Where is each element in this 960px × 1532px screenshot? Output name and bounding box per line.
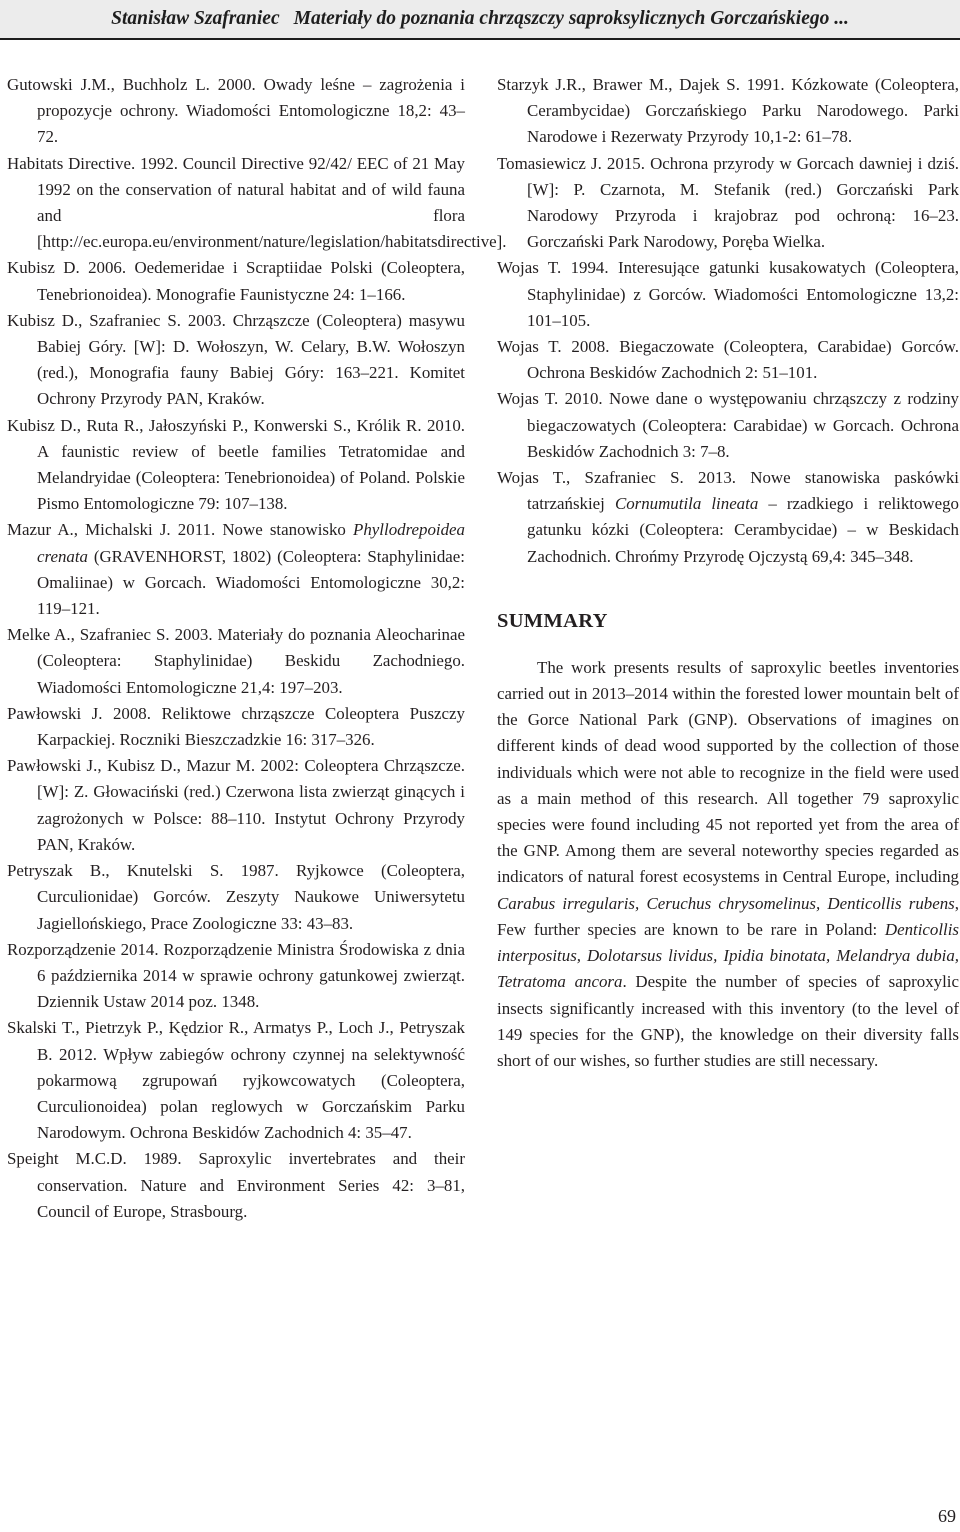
text-run: Skalski T., Pietrzyk P., Kędzior R., Armatys P., Loch J., Petryszak B. 2012. Wpływ zabiegów ochrony czynnej na selektywność pokarmową zgrupowań ryjkowcowatych (Coleoptera, Curculionoidea) polan reglowych w Gorczańskim Parku Narodowym. Ochrona Beskidów Zachodnich 4: 35–47. [7,1018,465,1143]
text-run: Gutowski J.M., Buchholz L. 2000. Owady leśne – zagrożenia i propozycje ochrony. Wiadomości Entomologiczne 18,2: 43–72. [7,75,465,147]
reference-entry [7,622,465,701]
page-number: 69 [938,1506,956,1526]
reference-entry [7,1015,465,1146]
reference-entry [7,937,465,1016]
summary-heading: SUMMARY [497,609,608,632]
reference-entry [7,308,465,413]
italic-taxon-name: Denticollis interpositus, Dolotarsus lividus, Ipidia binotata, Melandrya dubia, Tetratoma ancora [497,919,959,992]
text-run: Rozporządzenie 2014. Rozporządzenie Ministra Środowiska z dnia 6 października 2014 w sprawie ochrony gatunkowej zwierząt. Dziennik Ustaw 2014 poz. 1348. [7,939,465,1012]
reference-entry [7,1146,465,1225]
right-column [497,72,959,1074]
reference-entry [7,255,465,307]
italic-taxon-name: Carabus irregularis, Ceruchus chrysomelinus, Denticollis rubens [497,893,955,913]
summary-paragraph [497,655,959,1074]
text-run: Kubisz D., Ruta R., Jałoszyński P., Konwerski S., Królik R. 2010. A faunistic review of beetle families Tetratomidae and Melandryidae (Coleoptera: Tenebrionoidea) of Poland. Polskie Pismo Entomologiczne 79: 107–138. [7,415,465,514]
text-run: Kubisz D., Szafraniec S. 2003. Chrząszcze (Coleoptera) masywu Babiej Góry. [W]: D. Wołoszyn, W. Celary, B.W. Wołoszyn (red.), Monografia fauny Babiej Góry: 163–221. Komitet Ochrony Przyrody PAN, Kraków. [7,310,465,409]
left-column-references [7,72,507,1225]
text-run: Tomasiewicz J. 2015. Ochrona przyrody w Gorcach dawniej i dziś. [W]: P. Czarnota, M. Stefanik (red.) Gorczański Park Narodowy Przyroda i krajobraz pod ochroną: 16–23. Gorczański Park Narodowy, Poręba Wielka. [497,153,959,252]
reference-entry [497,255,959,334]
text-run: Kubisz D. 2006. Oedemeridae i Scraptiidae Polski (Coleoptera, Tenebrionoidea). Monografie Faunistyczne 24: 1–166. [7,258,465,304]
text-run: , Few further species are known to be rare in Poland: [497,893,959,939]
text-run: Mazur A., Michalski J. 2011. Nowe stanowisko [7,520,354,540]
text-run: Habitats Directive. 1992. Council Directive 92/42/ EEC of 21 May 1992 on the conservation of natural habitat and of wild fauna and flora [http://ec.europa.eu/environment/nature/legislation/habitatsdirective]. [7,153,507,252]
header-title: Materiały do poznania chrząszczy saproksylicznych Gorczańskiego ... [293,8,849,29]
reference-entry [497,334,959,386]
reference-entry [7,701,465,753]
reference-entry [7,72,465,151]
reference-entry [497,72,959,151]
right-column-references [497,72,959,570]
reference-entry [497,386,959,465]
text-run: Starzyk J.R., Brawer M., Dajek S. 1991. Kózkowate (Coleoptera, Cerambycidae) Gorczańskiego Parku Narodowego. Parki Narodowe i Rezerwaty Przyrody 10,1-2: 61–78. [497,75,959,147]
reference-entry [7,858,465,937]
reference-entry [497,465,959,570]
text-run: (GRAVENHORST, 1802) (Coleoptera: Staphylinidae: Omaliinae) w Gorcach. Wiadomości Entomologiczne 30,2: 119–121. [37,546,465,619]
reference-entry [497,151,959,256]
text-run: . Despite the number of species of saproxylic insects significantly increased with this inventory (to the level of 149 species for the GNP), the knowledge on their diversity falls short of our wishes, so further studies are still necessary. [497,972,959,1070]
reference-entry [7,151,507,256]
text-run: Speight M.C.D. 1989. Saproxylic invertebrates and their conservation. Nature and Environment Series 42: 3–81, Council of Europe, Strasbourg. [7,1149,465,1221]
text-run: Pawłowski J., Kubisz D., Mazur M. 2002: Coleoptera Chrząszcze. [W]: Z. Głowaciński (red.) Czerwona lista zwierząt ginących i zagrożonych w Polsce: 88–110. Instytut Ochrony Przyrody PAN, Kraków. [7,756,465,854]
text-run: The work presents results of saproxylic beetles inventories carried out in 2013–2014 within the forested lower mountain belt of the Gorce National Park (GNP). Observations of imagines on different kinds of dead wood supported by the collection of those individuals which were not able to recognize in the field were used as a main method of this research. All together 79 saproxylic species were found including 45 not reported yet from the area of the GNP. Among them are several noteworthy species regarded as indicators of natural forest ecosystems in Central Europe, including [497,657,959,887]
running-header [0,0,960,40]
text-run: Wojas T. 2008. Biegaczowate (Coleoptera, Carabidae) Gorców. Ochrona Beskidów Zachodnich 2: 51–101. [497,337,959,383]
text-run: Pawłowski J. 2008. Reliktowe chrząszcze Coleoptera Puszczy Karpackiej. Roczniki Bieszczadzkie 16: 317–326. [7,703,465,750]
text-run: Wojas T. 1994. Interesujące gatunki kusakowatych (Coleoptera, Staphylinidae) z Gorców. Wiadomości Entomologiczne 13,2: 101–105. [497,258,959,330]
text-run: Wojas T., Szafraniec S. 2013. Nowe stanowiska paskówki tatrzańskiej [497,468,959,514]
text-run: Petryszak B., Knutelski S. 1987. Ryjkowce (Coleoptera, Curculionidae) Gorców. Zeszyty Naukowe Uniwersytetu Jagiellońskiego, Prace Zoologiczne 33: 43–83. [7,861,465,933]
italic-taxon-name: Phyllodrepoidea crenata [37,520,465,566]
text-run: Melke A., Szafraniec S. 2003. Materiały do poznania Aleocharinae (Coleoptera: Staphylinidae) Beskidu Zachodniego. Wiadomości Entomologiczne 21,4: 197–203. [7,625,465,697]
text-run: Wojas T. 2010. Nowe dane o występowaniu chrząszczy z rodziny biegaczowatych (Coleoptera: Carabidae) w Gorcach. Ochrona Beskidów Zachodnich 3: 7–8. [497,389,959,461]
reference-entry [7,413,465,518]
reference-entry [7,517,465,622]
header-author: Stanisław Szafraniec [111,8,280,29]
italic-taxon-name: Cornumutila lineata [614,494,759,514]
reference-entry [7,753,465,858]
text-run: – rzadkiego i reliktowego gatunku kózki (Coleoptera: Cerambycidae) – w Beskidach Zachodnich. Chrońmy Przyrodę Ojczystą 69,4: 345–348. [527,494,960,566]
